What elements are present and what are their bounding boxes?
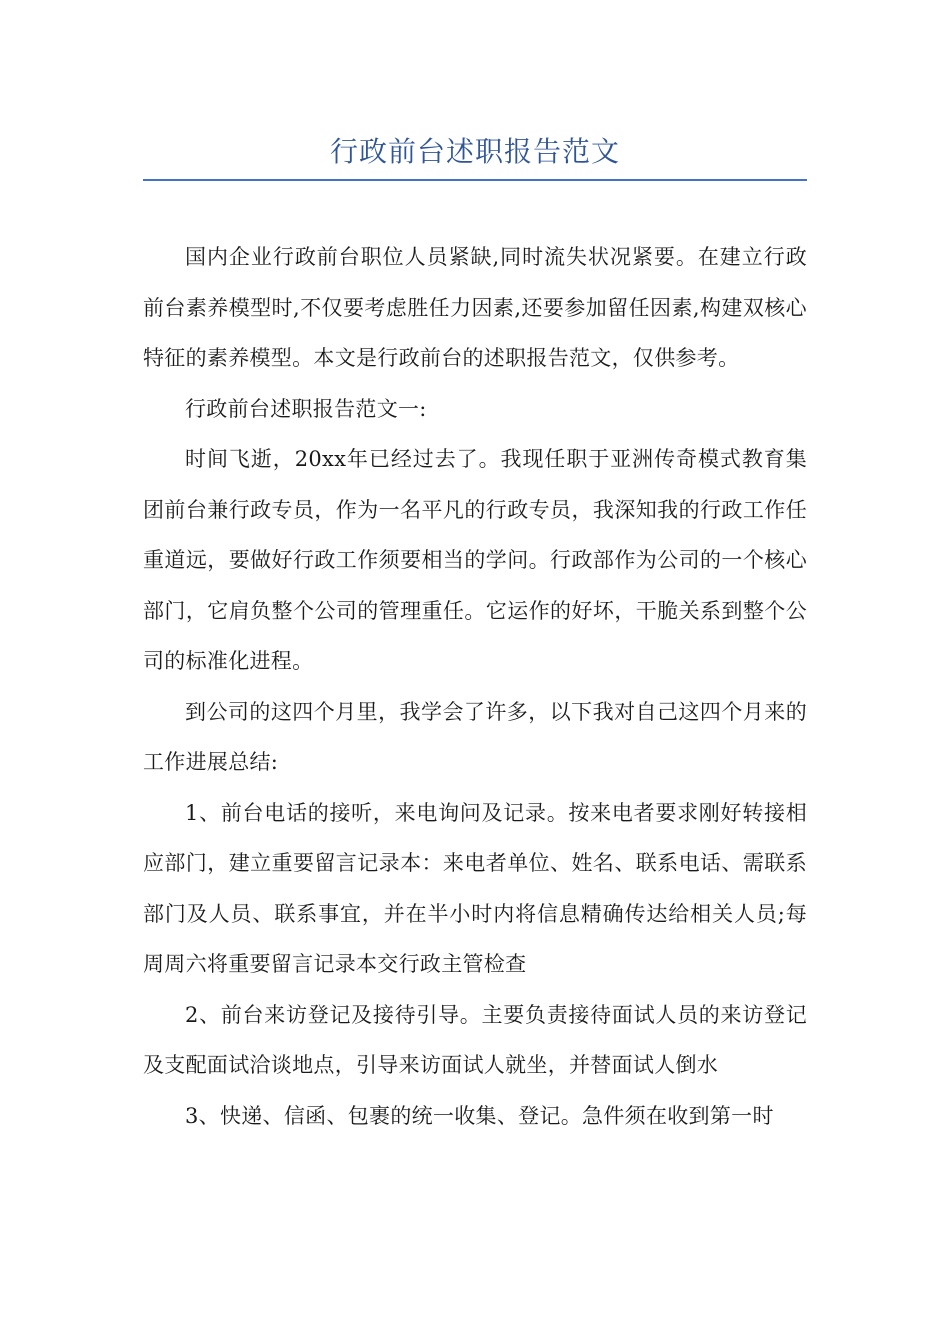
- document-body: [143, 232, 807, 1141]
- paragraph-item-3: 3、快递、信函、包裹的统一收集、登记。急件须在收到第一时: [185, 1103, 774, 1128]
- document-title: 行政前台述职报告范文: [329, 135, 620, 168]
- paragraph-item-2: 2、前台来访登记及接待引导。主要负责接待面试人员的来访登记及支配面试洽谈地点，引导来访面试人就坐，并替面试人倒水: [143, 1002, 807, 1077]
- paragraph-section-heading: 行政前台述职报告范文一:: [185, 396, 427, 421]
- paragraph-opening: 时间飞逝，20xx年已经过去了。我现任职于亚洲传奇模式教育集团前台兼行政专员，作为一名平凡的行政专员，我深知我的行政工作任重道远，要做好行政工作须要相当的学问。行政部作为公司的一个核心部门，它肩负整个公司的管理重任。它运作的好坏，干脆关系到整个公司的标准化进程。: [143, 447, 807, 673]
- paragraph-intro: 国内企业行政前台职位人员紧缺,同时流失状况紧要。在建立行政前台素养模型时,不仅要考虑胜任力因素,还要参加留任因素,构建双核心特征的素养模型。本文是行政前台的述职报告范文，仅供参考。: [143, 245, 807, 370]
- paragraph-item-1: 1、前台电话的接听，来电询问及记录。按来电者要求刚好转接相应部门，建立重要留言记录本：来电者单位、姓名、联系电话、需联系部门及人员、联系事宜，并在半小时内将信息精确传达给相关人员;每周周六将重要留言记录本交行政主管检查: [143, 800, 807, 976]
- paragraph-summary-intro: 到公司的这四个月里，我学会了许多，以下我对自己这四个月来的工作进展总结:: [143, 699, 807, 774]
- title-divider: [143, 179, 807, 181]
